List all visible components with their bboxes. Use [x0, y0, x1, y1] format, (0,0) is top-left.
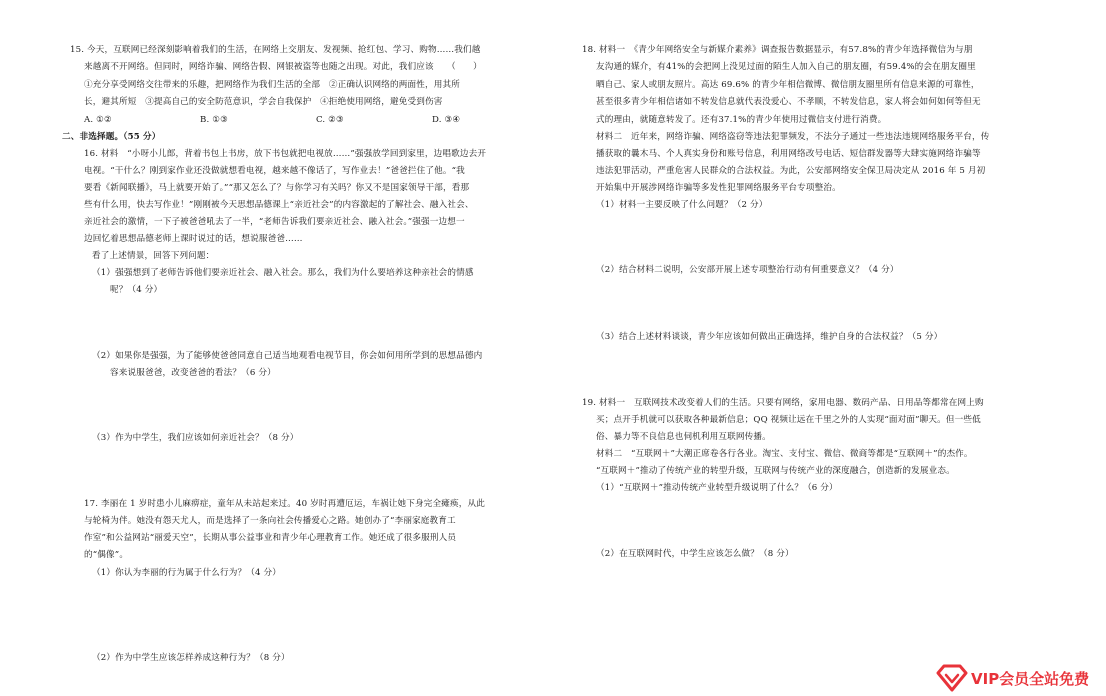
q18-sub-3: （3）结合上述材料谈谈，青少年应该如何做出正确选择，维护自身的合法权益？（5 分） — [596, 332, 943, 342]
q19-sub-1: （1）“互联网＋”推动传统产业转型升级说明了什么？（6 分） — [596, 483, 838, 493]
q15-option-a: A. ①② — [84, 115, 112, 125]
q17-line-4: 的“偶像”。 — [84, 550, 129, 560]
q16-sub-1b: 呢？（4 分） — [110, 285, 163, 295]
section-2-heading: 二、非选择题。（55 分） — [62, 132, 161, 142]
q16-sub-2b: 容来说服爸爸，改变爸爸的看法？（6 分） — [110, 368, 276, 378]
q15-option-d: D. ③④ — [432, 115, 461, 125]
q16-sub-2a: （2）如果你是强强，为了能够使爸爸同意自己适当地观看电视节目，你会如何用所学到的思想品德内 — [92, 351, 483, 361]
q18-line-8: 违法犯罪活动，严重危害人民群众的合法权益。为此，公安部网络安全保卫局决定从 2016 年 5 月初 — [596, 166, 986, 176]
q19-line-1: 19. 材料一 互联网技术改变着人们的生活。只要有网络，家用电器、数码产品、日用品等都常在网上购 — [582, 398, 984, 408]
q15-options — [70, 116, 548, 125]
q18-sub-2: （2）结合材料二说明，公安部开展上述专项整治行动有何重要意义？（4 分） — [596, 265, 899, 275]
q16-line-7: 看了上述情景，回答下列问题： — [92, 251, 215, 261]
q15-line-2: 来越离不开网络。但同时，网络诈骗、网络告假、网银被盗等也随之出现。对此，我们应该 （ ） — [84, 62, 482, 72]
q18-line-4: 甚至很多青少年相信诸如不转发信息就代表没爱心、不孝顺，不转发信息，家人将会如何如何等但无 — [596, 97, 981, 107]
q17-line-3: 作室”和公益网站“丽爱天空”，长期从事公益事业和青少年心理教育工作。她还成了很多服刑人员 — [84, 533, 457, 543]
q15-option-c: C. ②③ — [316, 115, 344, 125]
q16-line-3: 要看《新闻联播》，马上就要开始了。”“那又怎么了？与你学习有关吗？你又不是国家领导干部，看那 — [84, 183, 470, 193]
q19-sub-2: （2）在互联网时代，中学生应该怎么做？（8 分） — [596, 549, 794, 559]
q16-line-6: 边回忆着思想品德老师上课时说过的话，想说服爸爸…… — [84, 234, 303, 244]
watermark-text: VIP会员全站免费 — [971, 669, 1090, 688]
q15-line-4: 长，避其所短 ③提高自己的安全防范意识，学会自我保护 ④拒绝使用网络，避免受到伤害 — [84, 97, 443, 107]
q16-sub-1a: （1）强强想到了老师告诉他们要亲近社会、融入社会。那么，我们为什么要培养这种亲社会的情感 — [92, 268, 474, 278]
q18-line-3: 晒自己、家人或朋友照片。高达 69.6% 的青少年相信微博、微信朋友圈里所有信息来源的可靠性， — [596, 80, 980, 90]
q15-line-1: 15. 今天，互联网已经深刻影响着我们的生活，在网络上交朋友、发视频、抢红包、学习、购物……我们越 — [70, 45, 481, 55]
q15-line-3: ①充分享受网络交往带来的乐趣，把网络作为我们生活的全部 ②正确认识网络的两面性，用其所 — [84, 80, 460, 90]
q17-line-2: 与轮椅为伴。她没有怨天尤人，而是选择了一条向社会传播爱心之路。她创办了“李丽家庭教育工 — [84, 516, 456, 526]
q18-line-9: 开始集中开展涉网络诈骗等多发性犯罪网络服务平台专项整治。 — [596, 183, 841, 193]
q19-line-4: 材料二 “互联网＋”大潮正席卷各行各业。淘宝、支付宝、微信、微商等都是“互联网＋”的杰作。 — [596, 449, 973, 459]
diamond-logo-icon — [935, 664, 969, 692]
q17-sub-2: （2）作为中学生应该怎样养成这种行为？（8 分） — [92, 653, 290, 663]
q18-line-7: 播获取的曩木马、个人真实身份和账号信息，利用网络改号电话、短信群发器等大肆实施网络诈骗等 — [596, 149, 981, 159]
q16-line-2: 电视。“干什么？刚到家作业还没做就想看电视，越来越不像话了，写作业去！”爸爸拦住了他。“我 — [84, 166, 465, 176]
q16-line-1: 16. 材料 “小呀小儿郎，背着书包上书房，放下书包就把电视放……”强强放学回到家里，边唱歌边去开 — [84, 149, 487, 159]
q16-sub-3: （3）作为中学生，我们应该如何亲近社会？（8 分） — [92, 433, 299, 443]
q19-line-3: 俗、暴力等不良信息也伺机利用互联网传播。 — [596, 432, 771, 442]
q16-line-4: 些有什么用，快去写作业！”刚刚被今天思想品德课上“亲近社会”的内容激起的了解社会、融入社会、 — [84, 200, 474, 210]
q15-option-b: B. ①③ — [200, 115, 228, 125]
q19-line-2: 买；点开手机就可以获取各种最新信息；QQ 视频让远在千里之外的人实现“面对面”聊天。但一些低 — [596, 415, 981, 425]
q18-sub-1: （1）材料一主要反映了什么问题？（2 分） — [596, 200, 768, 210]
q17-sub-1: （1）你认为李丽的行为属于什么行为？（4 分） — [92, 568, 281, 578]
q18-line-6: 材料二 近年来，网络诈骗、网络盗窃等违法犯罪频发，不法分子通过一些违法违规网络服务平台，传 — [596, 132, 990, 142]
q18-line-2: 友沟通的媒介，有41%的会把网上没见过面的陌生人加入自己的朋友圈，有59.4%的会在朋友圈里 — [596, 62, 976, 72]
q18-line-5: 式的理由，就随意转发了。还有37.1%的青少年使用过微信支付进行消费。 — [596, 115, 887, 125]
vip-watermark — [935, 660, 1106, 696]
q17-line-1: 17. 李丽在 1 岁时患小儿麻痹症，童年从未站起来过。40 岁时再遭厄运，车祸让她下身完全瘫痪，从此 — [84, 499, 485, 509]
q18-line-1: 18. 材料一 《青少年网络安全与新媒介素养》调查报告数据显示，有57.8%的青少年选择微信为与朋 — [582, 45, 973, 55]
q19-line-5: “互联网＋”推动了传统产业的转型升级，互联网与传统产业的深度融合，创造新的发展业态。 — [596, 466, 955, 476]
q16-line-5: 亲近社会的激情，一下子被爸爸吼去了一半，“老师告诉我们要亲近社会、融入社会。”强强一边想一 — [84, 217, 465, 227]
